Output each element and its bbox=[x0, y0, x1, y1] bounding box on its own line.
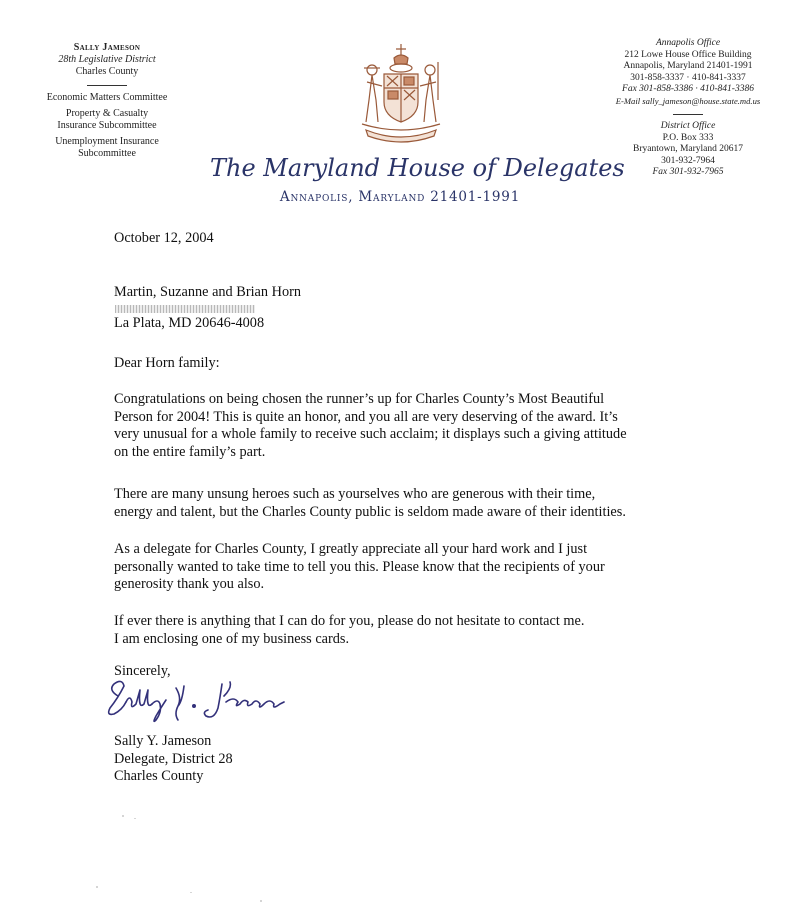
signer-block bbox=[114, 733, 694, 786]
paragraph-line: energy and talent, but the Charles County public is seldom made aware of their identities. bbox=[114, 503, 626, 520]
letter-date bbox=[114, 230, 694, 248]
paragraph-3 bbox=[114, 541, 694, 594]
paragraph-line: on the entire family’s part. bbox=[114, 443, 266, 460]
paragraph-line: personally wanted to take time to tell you this. Please know that the recipients of your bbox=[114, 558, 605, 575]
redacted-street-address bbox=[115, 305, 255, 313]
district-office-address-1: P.O. Box 333 bbox=[662, 132, 714, 143]
annapolis-office-fax: Fax 301-858-3386 · 410-841-3386 bbox=[622, 84, 754, 94]
paragraph-line: Person for 2004! This is quite an honor, and you all are very deserving of the award. It’s bbox=[114, 408, 618, 425]
divider bbox=[87, 85, 127, 86]
scan-speck bbox=[122, 815, 124, 817]
recipient-address bbox=[114, 284, 694, 332]
maryland-seal-icon bbox=[352, 40, 450, 148]
paragraph-line: Congratulations on being chosen the runner’s up for Charles County’s Most Beautiful bbox=[114, 391, 605, 407]
subcommittee-2-line2: Subcommittee bbox=[78, 148, 136, 159]
scan-speck bbox=[96, 886, 98, 888]
subcommittee-2-line1: Unemployment Insurance bbox=[55, 136, 159, 147]
signer-county: Charles County bbox=[114, 768, 204, 784]
closing-text: Sincerely, bbox=[114, 663, 171, 679]
district-office-fax: Fax 301-932-7965 bbox=[652, 167, 724, 177]
annapolis-office-address-2: Annapolis, Maryland 21401-1991 bbox=[623, 61, 753, 71]
subcommittee-1-line1: Property & Casualty bbox=[65, 108, 149, 119]
recipient-city: La Plata, MD 20646-4008 bbox=[114, 314, 265, 331]
annapolis-office-address-1: 212 Lowe House Office Building bbox=[624, 49, 752, 60]
paragraph-line: I am enclosing one of my business cards. bbox=[114, 630, 350, 647]
paragraph-line: As a delegate for Charles County, I greatly appreciate all your hard work and I just bbox=[114, 541, 588, 557]
delegate-info-block bbox=[22, 42, 192, 160]
scan-speck bbox=[134, 818, 136, 819]
paragraph-line: very unusual for a whole family to receive such acclaim; it displays such a giving attitude bbox=[114, 426, 627, 442]
paragraph-line: There are many unsung heroes such as yourselves who are generous with their time, bbox=[114, 486, 596, 502]
annapolis-office-email: E-Mail sally_jameson@house.state.md.us bbox=[615, 95, 761, 106]
committee-name: Economic Matters Committee bbox=[46, 92, 168, 103]
annapolis-office-phone: 301-858-3337 · 410-841-3337 bbox=[630, 72, 746, 83]
county-name: Charles County bbox=[75, 66, 139, 77]
delegate-name: Sally Jameson bbox=[73, 42, 141, 53]
paragraph-line: If ever there is anything that I can do for you, please do not hesitate to contact me. bbox=[114, 613, 585, 629]
salutation bbox=[114, 355, 694, 373]
recipient-name: Martin, Suzanne and Brian Horn bbox=[114, 284, 302, 300]
scan-speck bbox=[260, 900, 262, 902]
paragraph-4 bbox=[114, 613, 694, 648]
legislative-district: 28th Legislative District bbox=[58, 54, 156, 65]
district-office-address-2: Bryantown, Maryland 20617 bbox=[632, 144, 744, 154]
district-office-phone: 301-932-7964 bbox=[661, 155, 715, 166]
scan-speck bbox=[190, 892, 192, 893]
date-text: October 12, 2004 bbox=[114, 230, 214, 246]
divider bbox=[673, 114, 703, 115]
paragraph-2 bbox=[114, 486, 694, 521]
letterhead-subtitle: Annapolis, Maryland 21401-1991 bbox=[279, 189, 521, 205]
district-office-heading: District Office bbox=[660, 121, 716, 131]
paragraph-1 bbox=[114, 391, 694, 461]
handwritten-signature bbox=[104, 676, 314, 728]
subcommittee-1-line2: Insurance Subcommittee bbox=[57, 120, 157, 131]
annapolis-office-heading: Annapolis Office bbox=[655, 38, 721, 48]
signer-title: Delegate, District 28 bbox=[114, 750, 233, 767]
letterhead-title: The Maryland House of Delegates bbox=[210, 154, 625, 182]
signer-name: Sally Y. Jameson bbox=[114, 733, 212, 749]
salutation-text: Dear Horn family: bbox=[114, 355, 220, 371]
paragraph-line: generosity thank you also. bbox=[114, 576, 265, 592]
